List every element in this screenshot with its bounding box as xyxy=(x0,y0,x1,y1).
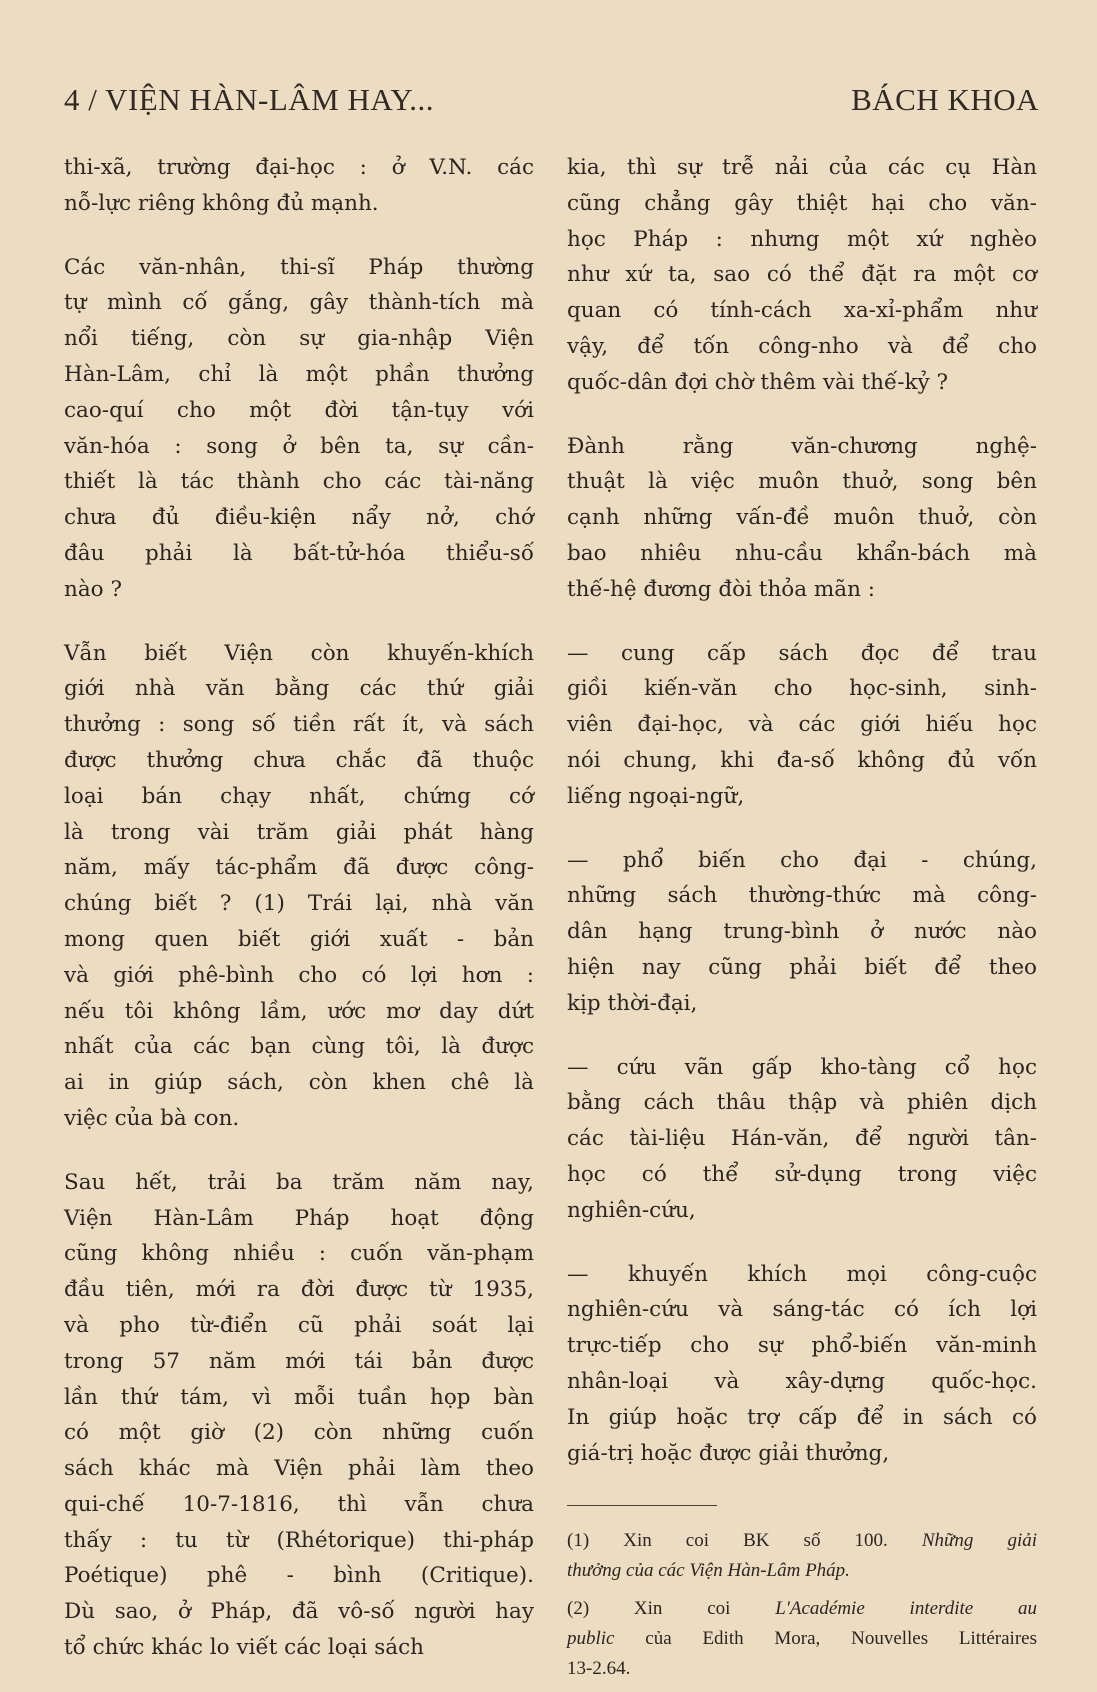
text-line: qui-chế 10-7-1816, thì vẫn chưa xyxy=(64,1491,534,1517)
text-line: Sau hết, trải ba trăm năm nay, xyxy=(64,1169,534,1195)
text-line: liếng ngoại-ngữ, xyxy=(567,783,745,809)
text-columns xyxy=(64,150,1039,1680)
text-line: In giúp hoặc trợ cấp để in sách có xyxy=(567,1404,1037,1430)
text-line: là trong vài trăm giải phát hàng xyxy=(64,819,534,845)
footnote-text: 13-2.64. xyxy=(567,1658,631,1680)
footnote xyxy=(567,1526,1037,1586)
text-line: tự mình cố gắng, gây thành-tích mà xyxy=(64,290,534,316)
paragraph xyxy=(567,150,1037,401)
text-line: hiện nay cũng phải biết để theo xyxy=(567,954,1037,980)
text-line: Vẫn biết Viện còn khuyến-khích xyxy=(64,640,534,666)
footnote-text: của Edith Mora, Nouvelles Littéraires xyxy=(614,1628,1037,1650)
text-line: thi-xã, trường đại-học : ở V.N. các xyxy=(64,155,534,180)
text-line: giới nhà văn bằng các thứ giải xyxy=(64,676,534,702)
text-line: nào ? xyxy=(64,576,122,602)
paragraph xyxy=(64,636,534,1137)
footnote-italic-text: public xyxy=(567,1628,615,1650)
text-line: chưa đủ điều-kiện nẩy nở, chớ xyxy=(64,505,534,531)
text-line: thưởng : song số tiền rất ít, và sách xyxy=(64,712,534,738)
footnote-line xyxy=(567,1556,1037,1586)
text-line: có một giờ (2) còn những cuốn xyxy=(64,1420,534,1446)
paragraph xyxy=(567,1050,1037,1229)
text-line: các tài-liệu Hán-văn, để người tân- xyxy=(567,1126,1037,1152)
text-line: nghiên-cứu, xyxy=(567,1197,696,1223)
text-line: Hàn-Lâm, chỉ là một phần thưởng xyxy=(64,361,534,387)
paragraph xyxy=(567,429,1037,608)
footnote-line xyxy=(567,1594,1037,1624)
text-line: Viện Hàn-Lâm Pháp hoạt động xyxy=(64,1205,534,1231)
text-line: Dù sao, ở Pháp, đã vô-số người hay xyxy=(64,1599,534,1625)
footnotes xyxy=(567,1526,1037,1684)
text-line: như xứ ta, sao có thể đặt ra một cơ xyxy=(567,262,1037,288)
text-line: giá-trị hoặc được giải thưởng, xyxy=(567,1440,890,1466)
text-line: trong 57 năm mới tái bản được xyxy=(64,1348,534,1374)
text-line: đầu tiên, mới ra đời được từ 1935, xyxy=(64,1277,534,1303)
paragraph xyxy=(567,843,1037,1022)
footnote-italic-text: Những giải xyxy=(921,1530,1038,1552)
text-line: thế-hệ đương đòi thỏa mãn : xyxy=(567,576,876,602)
text-line: cũng không nhiều : cuốn văn-phạm xyxy=(64,1241,534,1267)
text-line: cao-quí cho một đời tận-tụy với xyxy=(64,397,534,423)
text-line: — cung cấp sách đọc để trau xyxy=(567,640,1037,666)
text-line: học có thể sử-dụng trong việc xyxy=(567,1161,1037,1187)
text-line: và giới phê-bình cho có lợi hơn : xyxy=(64,962,534,988)
text-line: kia, thì sự trễ nải của các cụ Hàn xyxy=(567,155,1037,180)
text-line: nói chung, khi đa-số không đủ vốn xyxy=(567,747,1037,773)
footnote-line xyxy=(567,1526,1037,1556)
text-line: bao nhiêu nhu-cầu khẩn-bách mà xyxy=(567,540,1037,566)
text-line: nghiên-cứu và sáng-tác có ích lợi xyxy=(567,1297,1037,1323)
text-line: dân hạng trung-bình ở nước nào xyxy=(567,919,1037,945)
text-line: chúng biết ? (1) Trái lại, nhà văn xyxy=(64,891,534,917)
paragraph xyxy=(64,150,534,222)
footnote-text: (2) Xin coi xyxy=(567,1598,776,1620)
text-line: nỗ-lực riêng không đủ mạnh. xyxy=(64,190,379,216)
text-line: loại bán chạy nhất, chứng cớ xyxy=(64,783,534,809)
text-line: và pho từ-điển cũ phải soát lại xyxy=(64,1312,534,1338)
text-line: nếu tôi không lầm, ước mơ day dứt xyxy=(64,998,534,1024)
footnote-line xyxy=(567,1624,1037,1654)
text-line: cạnh những vấn-đề muôn thuở, còn xyxy=(567,505,1037,531)
paragraph xyxy=(64,1165,534,1666)
text-line: quốc-dân đợi chờ thêm vài thế-kỷ ? xyxy=(567,369,949,395)
text-line: nhất của các bạn cùng tôi, là được xyxy=(64,1034,534,1060)
footnote-line xyxy=(567,1654,1037,1684)
paragraph xyxy=(567,636,1037,815)
paragraph xyxy=(567,1257,1037,1472)
running-header xyxy=(64,82,1039,122)
text-line: — khuyến khích mọi công-cuộc xyxy=(567,1261,1037,1287)
text-line: được thưởng chưa chắc đã thuộc xyxy=(64,747,534,773)
text-line: bằng cách thâu thập và phiên dịch xyxy=(567,1090,1037,1116)
text-line: văn-hóa : song ở bên ta, sự cần- xyxy=(64,433,534,459)
text-line: thiết là tác thành cho các tài-năng xyxy=(64,469,534,495)
text-line: — phổ biến cho đại - chúng, xyxy=(567,847,1037,873)
right-column-paragraphs xyxy=(567,150,1037,1471)
text-line: học Pháp : nhưng một xứ nghèo xyxy=(567,226,1037,252)
text-line: việc của bà con. xyxy=(64,1105,240,1131)
footnote-text: (1) Xin coi BK số 100. xyxy=(567,1530,922,1552)
header-page-title: 4 / VIỆN HÀN-LÂM HAY... xyxy=(64,82,435,117)
text-line: ai in giúp sách, còn khen chê là xyxy=(64,1070,534,1096)
text-line: lần thứ tám, vì mỗi tuần họp bàn xyxy=(64,1384,534,1410)
footnote-divider xyxy=(567,1505,717,1506)
footnote-italic-text: L'Académie interdite au xyxy=(775,1598,1037,1620)
text-line: Đành rằng văn-chương nghệ- xyxy=(567,433,1037,459)
text-line: giồi kiến-văn cho học-sinh, sinh- xyxy=(567,676,1037,702)
text-line: năm, mấy tác-phẩm đã được công- xyxy=(64,855,534,881)
text-line: Các văn-nhân, thi-sĩ Pháp thường xyxy=(64,254,534,280)
text-line: nhân-loại và xây-dựng quốc-học. xyxy=(567,1368,1037,1394)
paragraph xyxy=(64,250,534,608)
text-line: nổi tiếng, còn sự gia-nhập Viện xyxy=(64,326,534,352)
text-line: Poétique) phê - bình (Critique). xyxy=(64,1563,534,1589)
left-column xyxy=(64,150,534,1666)
text-line: đâu phải là bất-tử-hóa thiểu-số xyxy=(64,540,534,566)
text-line: thuật là việc muôn thuở, song bên xyxy=(567,469,1037,495)
text-line: kịp thời-đại, xyxy=(567,990,698,1016)
footnote-italic-text: thưởng của các Viện Hàn-Lâm Pháp. xyxy=(567,1560,850,1582)
right-column xyxy=(567,150,1037,1692)
text-line: — cứu vãn gấp kho-tàng cổ học xyxy=(567,1054,1037,1080)
text-line: trực-tiếp cho sự phổ-biến văn-minh xyxy=(567,1333,1037,1359)
footnote xyxy=(567,1594,1037,1684)
header-publication-name: BÁCH KHOA xyxy=(851,82,1039,117)
text-line: quan có tính-cách xa-xỉ-phẩm như xyxy=(567,298,1037,324)
text-line: những sách thường-thức mà công- xyxy=(567,883,1037,909)
text-line: tổ chức khác lo viết các loại sách xyxy=(64,1635,425,1661)
text-line: mong quen biết giới xuất - bản xyxy=(64,926,534,952)
text-line: viên đại-học, và các giới hiếu học xyxy=(567,712,1037,738)
text-line: sách khác mà Viện phải làm theo xyxy=(64,1456,534,1482)
text-line: vậy, để tốn công-nho và để cho xyxy=(567,333,1037,359)
text-line: cũng chẳng gây thiệt hại cho văn- xyxy=(567,190,1037,216)
text-line: thấy : tu từ (Rhétorique) thi-pháp xyxy=(64,1527,534,1553)
